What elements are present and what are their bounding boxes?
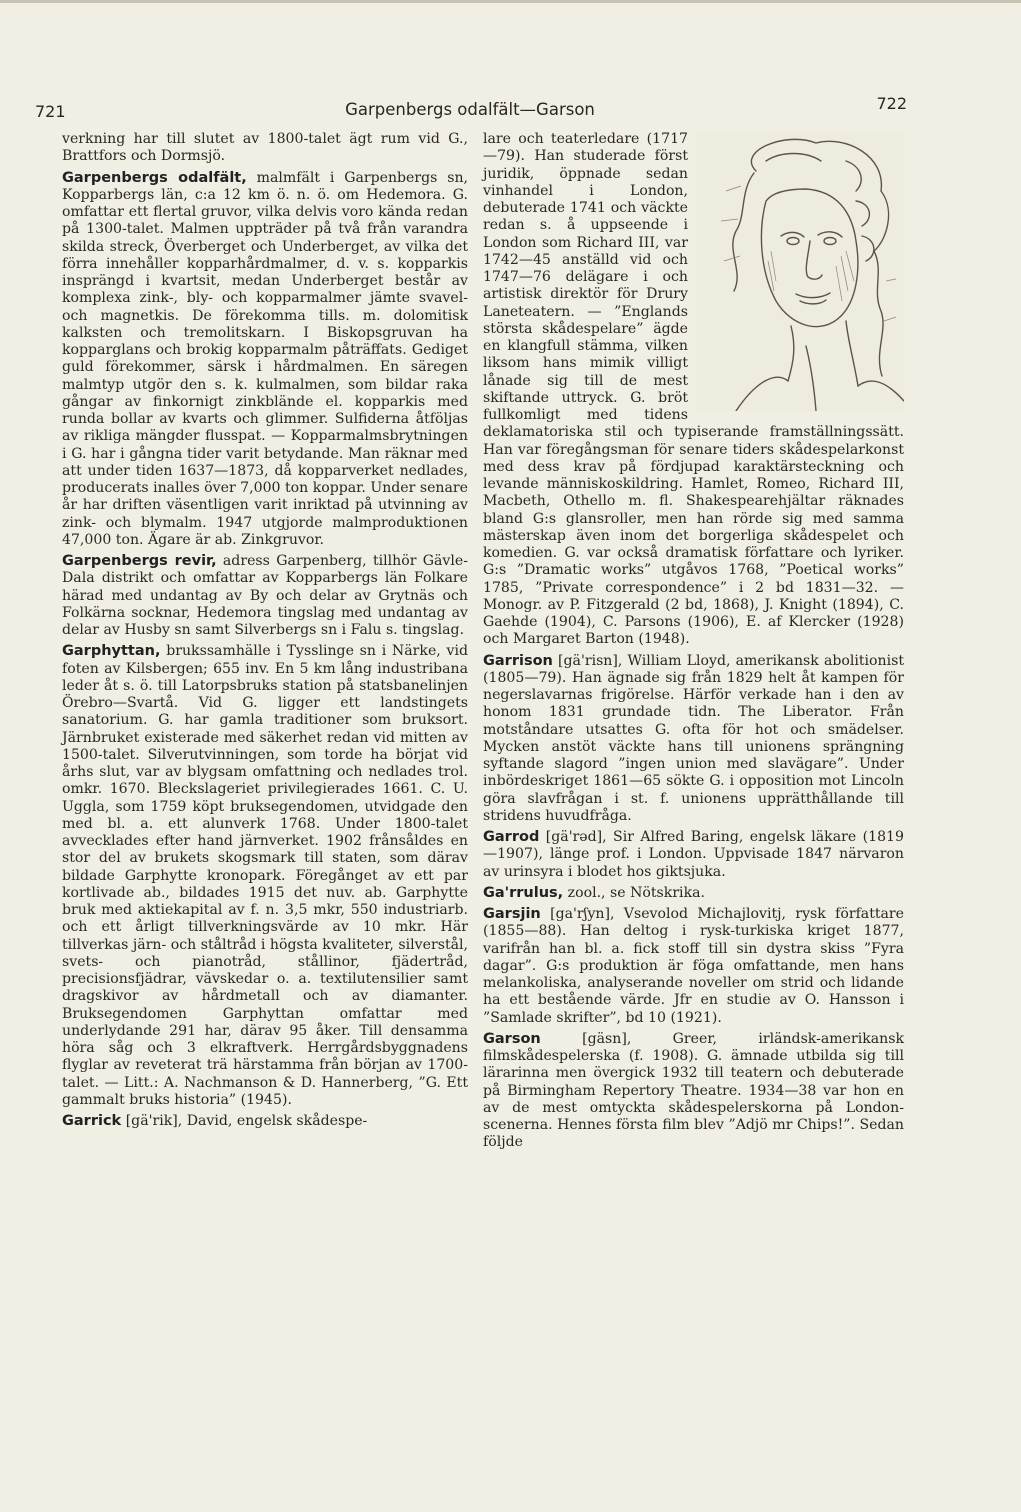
- entry-garrulus: [483, 885, 904, 902]
- headword: Ga'rrulus,: [483, 884, 564, 901]
- entry-text: zool., se Nötskrika.: [567, 884, 705, 901]
- page-number-left: 721: [35, 102, 66, 121]
- entry-garrod: [483, 829, 904, 881]
- headword: Garrod: [483, 829, 540, 845]
- page-number-right: 722: [876, 94, 907, 113]
- entry-garphyttan: [62, 643, 468, 1109]
- garrick-portrait: [696, 131, 904, 411]
- headword: Garrick: [62, 1113, 122, 1129]
- entry-text: [ga'rʃyn], Vsevolod Michajlovitj, rysk författare (1855—88). Han deltog i rysk-turkiska kriget 1877, varifrån han bl. a. fick stoff till sin dystra skiss ”Fyra dagar”. G:s produktion är föga omfattande, men hans melankoliska, analyserande noveller om strid och lidande ha ett bestående värde. Jfr en studie av O. Hansson i ”Samlade skrifter”, bd 10 (1921).: [483, 906, 904, 1026]
- top-rule: [0, 0, 1021, 3]
- headword: Garsjin: [483, 906, 541, 922]
- entry-garrick: [62, 1113, 468, 1130]
- entry-text: [gä'rik], David, engelsk skådespe-: [125, 1113, 368, 1129]
- entry-garpenbergs-revir: [62, 553, 468, 639]
- entry-text: [gäsn], Greer, irländsk-amerikansk filmskådespelerska (f. 1908). G. ämnade utbilda sig till lärarinna men övergick 1932 till teatern och debuterade på Birmingham Repertory Theatre. 1934—38 var hon en av de mest omtyckta skådespelerskorna på London-scenerna. Hennes första film blev ”Adjö mr Chips!”. Sedan följde: [483, 1030, 905, 1151]
- entry-text: brukssamhälle i Tysslinge sn i Närke, vid foten av Kilsbergen; 655 inv. En 5 km lång industribana leder åt s. ö. till Latorpsbruks station på statsbanelinjen Örebro—Svartå. Vid G. ligger ett landstingets sanatorium. G. har gamla traditioner som bruksort. Järnbruket existerade med säkerhet redan vid mitten av 1500-talet. Silverutvinningen, som torde ha börjat vid århs slut, var av blygsam omfattning och nedlades trol. omkr. 1670. Bleckslageriet privilegierades 1661. C. U. Uggla, som 1759 köpt bruksegendomen, utvidgade den med bl. a. ett alunverk 1768. Under 1800-talet avvecklades efter hand järnverket. 1902 frånsåldes en stor del av brukets skogsmark till staten, som därav bildade Garphytte kronopark. Föregånget av ett par kortlivade ab., bildades 1915 det nuv. ab. Garphytte bruk med aktiekapital av f. n. 3,5 mkr, 550 industriarb. och ett årligt tillverkningsvärde av 10 mkr. Här tillverkas järn- och ståltråd i högsta kvaliteter, silverstål, svets- och pianotråd, stållinor, fjädertråd, precisionsfjädrar, vävskedar o. a. textilutensilier samt dragskivor av hårdmetall och av diamanter. Bruksegendomen Garphyttan omfattar med underlydande 291 har, därav 95 åker. Till densamma höra såg och 3 elkraftverk. Herrgårdsbyggnadens flyglar av reveterat trä härstamma från början av 1700-talet. — Litt.: A. Nachmanson & D. Hannerberg, ”G. Ett gammalt bruks historia” (1945).: [62, 643, 468, 1108]
- left-column: [62, 131, 468, 1134]
- headword: Garpenbergs revir,: [62, 553, 217, 569]
- headword: Garphyttan,: [62, 643, 161, 660]
- entry-garrison: [483, 653, 904, 826]
- entry-garson: [483, 1031, 904, 1152]
- entry-text: [gä'risn], William Lloyd, amerikansk abolitionist (1805—79). Han ägnade sig från 1829 helt åt kampen för negerslavarnas frigörelse. Härför verkade han i den av honom 1831 grundade tidn. The Liberator. Från motståndare utsattes G. ofta för hot och smädelser. Mycken anstöt väckte hans till unionens sprängning syftande slagord ”ingen union med slavägare”. Under inbördeskriget 1861—65 sökte G. i opposition mot Lincoln göra slavfrågan i st. f. unionens upprätthållande till stridens huvudfråga.: [483, 652, 905, 824]
- page-header: [35, 94, 907, 122]
- entry-garsjin: [483, 906, 904, 1027]
- headword: Garpenbergs odalfält,: [62, 169, 247, 186]
- right-continuation: [483, 131, 904, 649]
- entry-text: [gä'rəd], Sir Alfred Baring, engelsk läkare (1819—1907), länge prof. i London. Uppvisade 1847 närvaron av urinsyra i blodet hos giktsjuka.: [483, 829, 904, 880]
- headword: Garson: [483, 1030, 541, 1047]
- continuation-text: lare och teaterledare (1717—79). Han studerade först juridik, öppnade sedan vinhandel i London, debuterade 1741 och väckte redan s. å uppseende i London som Richard III, var 1742—45 anställd vid och 1747—76 delägare i och artistisk direktör för Drury Laneteatern. — ”Englands största skådespelare” ägde en klangfull stämma, vilken liksom hans mimik villigt lånade sig till de mest skiftande uttryck. G. bröt fullkomligt med tidens deklamatoriska stil och typiserande framställningssätt. Han var föregångsman för senare tiders skådespelarkonst med dess krav på fördjupad karaktärsteckning och levande människoskildring. Hamlet, Romeo, Richard III, Macbeth, Othello m. fl. Shakespearehjältar räknades bland G:s glansroller, men han rörde sig med samma mästerskap även inom det borgerliga skådespelet och komedien. G. var också dramatisk författare och lyriker. G:s ”Dramatic works” utgåvos 1768, ”Poetical works” 1785, ”Private correspondence” i 2 bd 1831—32. — Monogr. av P. Fitzgerald (2 bd, 1868), J. Knight (1894), C. Gaehde (1904), C. Parsons (1906), E. af Klercker (1928) och Margaret Barton (1948).: [483, 131, 904, 648]
- headword: Garrison: [483, 652, 553, 669]
- entry-text: adress Garpenberg, tillhör Gävle-Dala distrikt och omfattar av Kopparbergs län Folkare härad med undantag av By och delar av Grytnäs och Folkärna socknar, Hedemora tingslag med undantag av delar av Husby sn samt Silverbergs sn i Falu s. tingslag.: [62, 553, 468, 638]
- entry-garpenbergs-odalfalt: [62, 170, 468, 550]
- running-head: Garpenbergs odalfält—Garson: [345, 100, 595, 119]
- portrait-engraving: [696, 131, 904, 411]
- entry-text: malmfält i Garpenbergs sn, Kopparbergs län, c:a 12 km ö. n. ö. om Hedemora. G. omfattar ett flertal gruvor, vilka delvis voro kända redan på 1300-talet. Malmen uppträder på två från varandra skilda streck, Överberget och Underberget, av vilka det förra innehåller kopparhårdmalmer, d. v. s. kopparkis insprängd i kvartsit, medan Underberget består av komplexa zink-, bly- och kopparmalmer jämte svavel- och magnetkis. De förekomma tills. m. dolomitisk kalksten och tremolitskarn. I Biskopsgruvan ha kopparglans och brokig kopparmalm påträffats. Gediget guld förekommer, särsk i hårdmalmen. En säregen malmtyp utgör den s. k. kulmalmen, som bildar raka gångar av finkornigt zinkblände el. kopparkis med runda bollar av kvarts och glimmer. Sulfiderna åtföljas av rikliga mängder flusspat. — Kopparmalmsbrytningen i G. har i gångna tider varit betydande. Man räknar med att under tiden 1637—1873, då kopparverket nedlades, producerats inalles över 7,000 ton koppar. Under senare år har driften väsentligen varit inriktad på utvinning av zink- och blymalm. 1947 utgjorde malmproduktionen 47,000 ton. Ägare är ab. Zinkgruvor.: [62, 169, 469, 548]
- right-column: [483, 131, 904, 1156]
- left-continuation: verkning har till slutet av 1800-talet ägt rum vid G., Brattfors och Dormsjö.: [62, 131, 468, 165]
